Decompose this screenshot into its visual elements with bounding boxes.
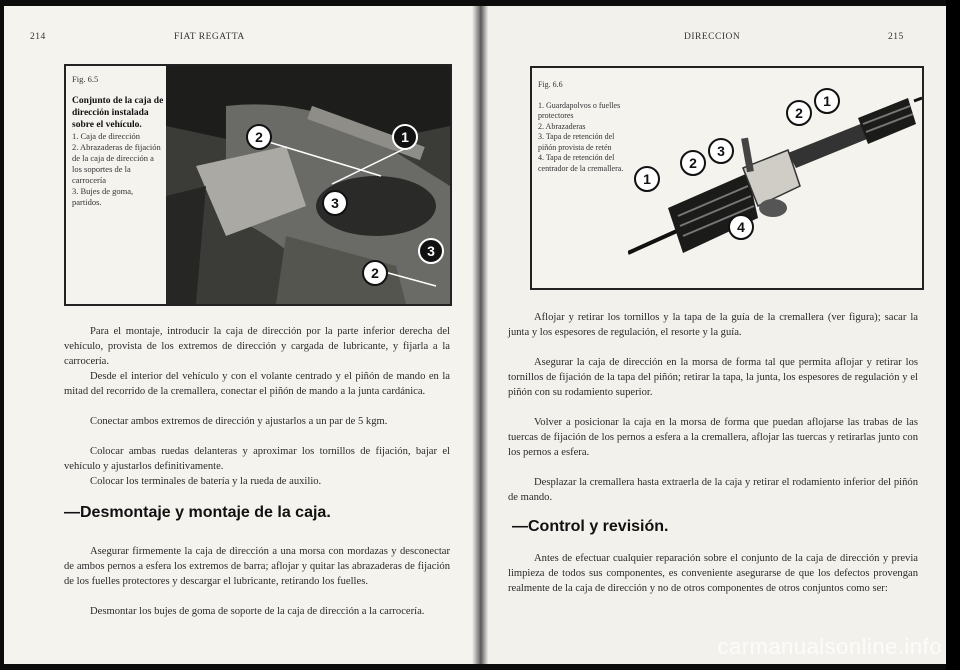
caption-item: 2. Abrazaderas de fijación de la caja de dirección a los soportes de la carrocería — [72, 142, 161, 185]
running-header-right: DIRECCION — [684, 32, 741, 42]
callout-2-right: 2 — [786, 100, 812, 126]
body-paragraph: Antes de efectuar cualquier reparación sobre el conjunto de la caja de dirección y previa limpieza de todos sus componentes, es conveniente asegurarse de que los defectos provengan realmente de la caja de dirección y no de otros componentes de otros conjuntos como ser: — [508, 553, 918, 594]
section-title: —Control y revisión. — [512, 518, 669, 535]
caption-item: 1. Caja de dirección — [72, 131, 140, 141]
section-title: —Desmontaje y montaje de la caja. — [64, 504, 331, 521]
caption-item: 3. Bujes de goma, partidos. — [72, 186, 134, 207]
body-paragraph: Desde el interior del vehículo y con el volante centrado y el piñón de mando en la mitad del recorrido de la cremallera, conectar el piñón de mando a la junta cardánica. — [64, 371, 450, 397]
callout-1: 1 — [392, 124, 418, 150]
figure-caption — [72, 74, 164, 208]
left-page — [4, 6, 472, 664]
body-paragraph: Aflojar y retirar los tornillos y la tapa de la guía de la cremallera (ver figura); sacar la junta y los espesores de regulación, el resorte y la guía. — [508, 312, 918, 338]
steering-box-photo — [166, 66, 450, 304]
page-number-right: 215 — [888, 32, 904, 42]
callout-3: 3 — [322, 190, 348, 216]
body-paragraph: Desmontar los bujes de goma de soporte de la caja de dirección a la carrocería. — [90, 606, 425, 617]
callout-3b: 3 — [418, 238, 444, 264]
body-paragraph: Desplazar la cremallera hasta extraerla de la caja y retirar el rodamiento inferior del piñón de mando. — [508, 477, 918, 503]
figure-caption-title: Conjunto de la caja de dirección instalada sobre el vehículo. — [72, 96, 164, 130]
callout-2b: 2 — [362, 260, 388, 286]
right-page — [488, 6, 948, 664]
running-header-left: FIAT REGATTA — [174, 32, 245, 42]
caption-item: 1. Guardapolvos o fuelles protectores — [538, 100, 621, 120]
body-paragraph: Colocar los terminales de batería y la rueda de auxilio. — [90, 476, 322, 487]
body-paragraph: Colocar ambas ruedas delanteras y aproximar los tornillos de fijación, bajar el vehículo y ajustarlos definitivamente. — [64, 446, 450, 472]
callout-4: 4 — [728, 214, 754, 240]
figure-label: Fig. 6.5 — [72, 74, 99, 84]
body-paragraph: Conectar ambos extremos de dirección y ajustarlos a un par de 5 kgm. — [90, 416, 388, 427]
caption-item: 4. Tapa de retención del centrador de la cremallera. — [538, 153, 624, 173]
callout-1-left: 1 — [634, 166, 660, 192]
callout-2: 2 — [246, 124, 272, 150]
figure-label: Fig. 6.6 — [538, 80, 563, 89]
figure-6-5 — [64, 64, 452, 306]
callout-3: 3 — [708, 138, 734, 164]
body-paragraph: Para el montaje, introducir la caja de dirección por la parte inferior derecha del vehículo, provista de los extremos de dirección y cargada de lubricante, y fijarla a la carrocería. — [64, 326, 450, 367]
body-paragraph: Volver a posicionar la caja en la morsa de forma que puedan aflojarse las trabas de las tuercas de fijación de los pernos a esfera a la cremallera, aflojar las tuercas y retirarlas junto con los pernos a esfera. — [508, 417, 918, 458]
body-paragraph: Asegurar firmemente la caja de dirección a una morsa con mordazas y desconectar de ambos pernos a esfera los extremos de barra; aflojar y quitar las abrazaderas de fijación de los fuelles protectores y descargar el lubricante, retirando los fuelles. — [64, 546, 450, 587]
callout-2-left: 2 — [680, 150, 706, 176]
page-number-left: 214 — [30, 32, 46, 42]
watermark: carmanualsonline.info — [717, 634, 942, 659]
callout-1-right: 1 — [814, 88, 840, 114]
figure-caption — [538, 80, 626, 174]
body-paragraph: Asegurar la caja de dirección en la morsa de forma tal que permita aflojar y retirar los tornillos de fijación de la tapa del piñón; retirar la tapa, la junta, los espesores de regulación y el piñón con su rodamiento superior. — [508, 357, 918, 398]
caption-item: 2. Abrazaderas — [538, 121, 586, 131]
page-edge — [946, 0, 960, 670]
steering-rack-photo — [628, 68, 922, 288]
caption-item: 3. Tapa de retención del piñón provista de retén — [538, 132, 615, 152]
figure-6-6 — [530, 66, 924, 290]
book-gutter — [472, 6, 488, 664]
